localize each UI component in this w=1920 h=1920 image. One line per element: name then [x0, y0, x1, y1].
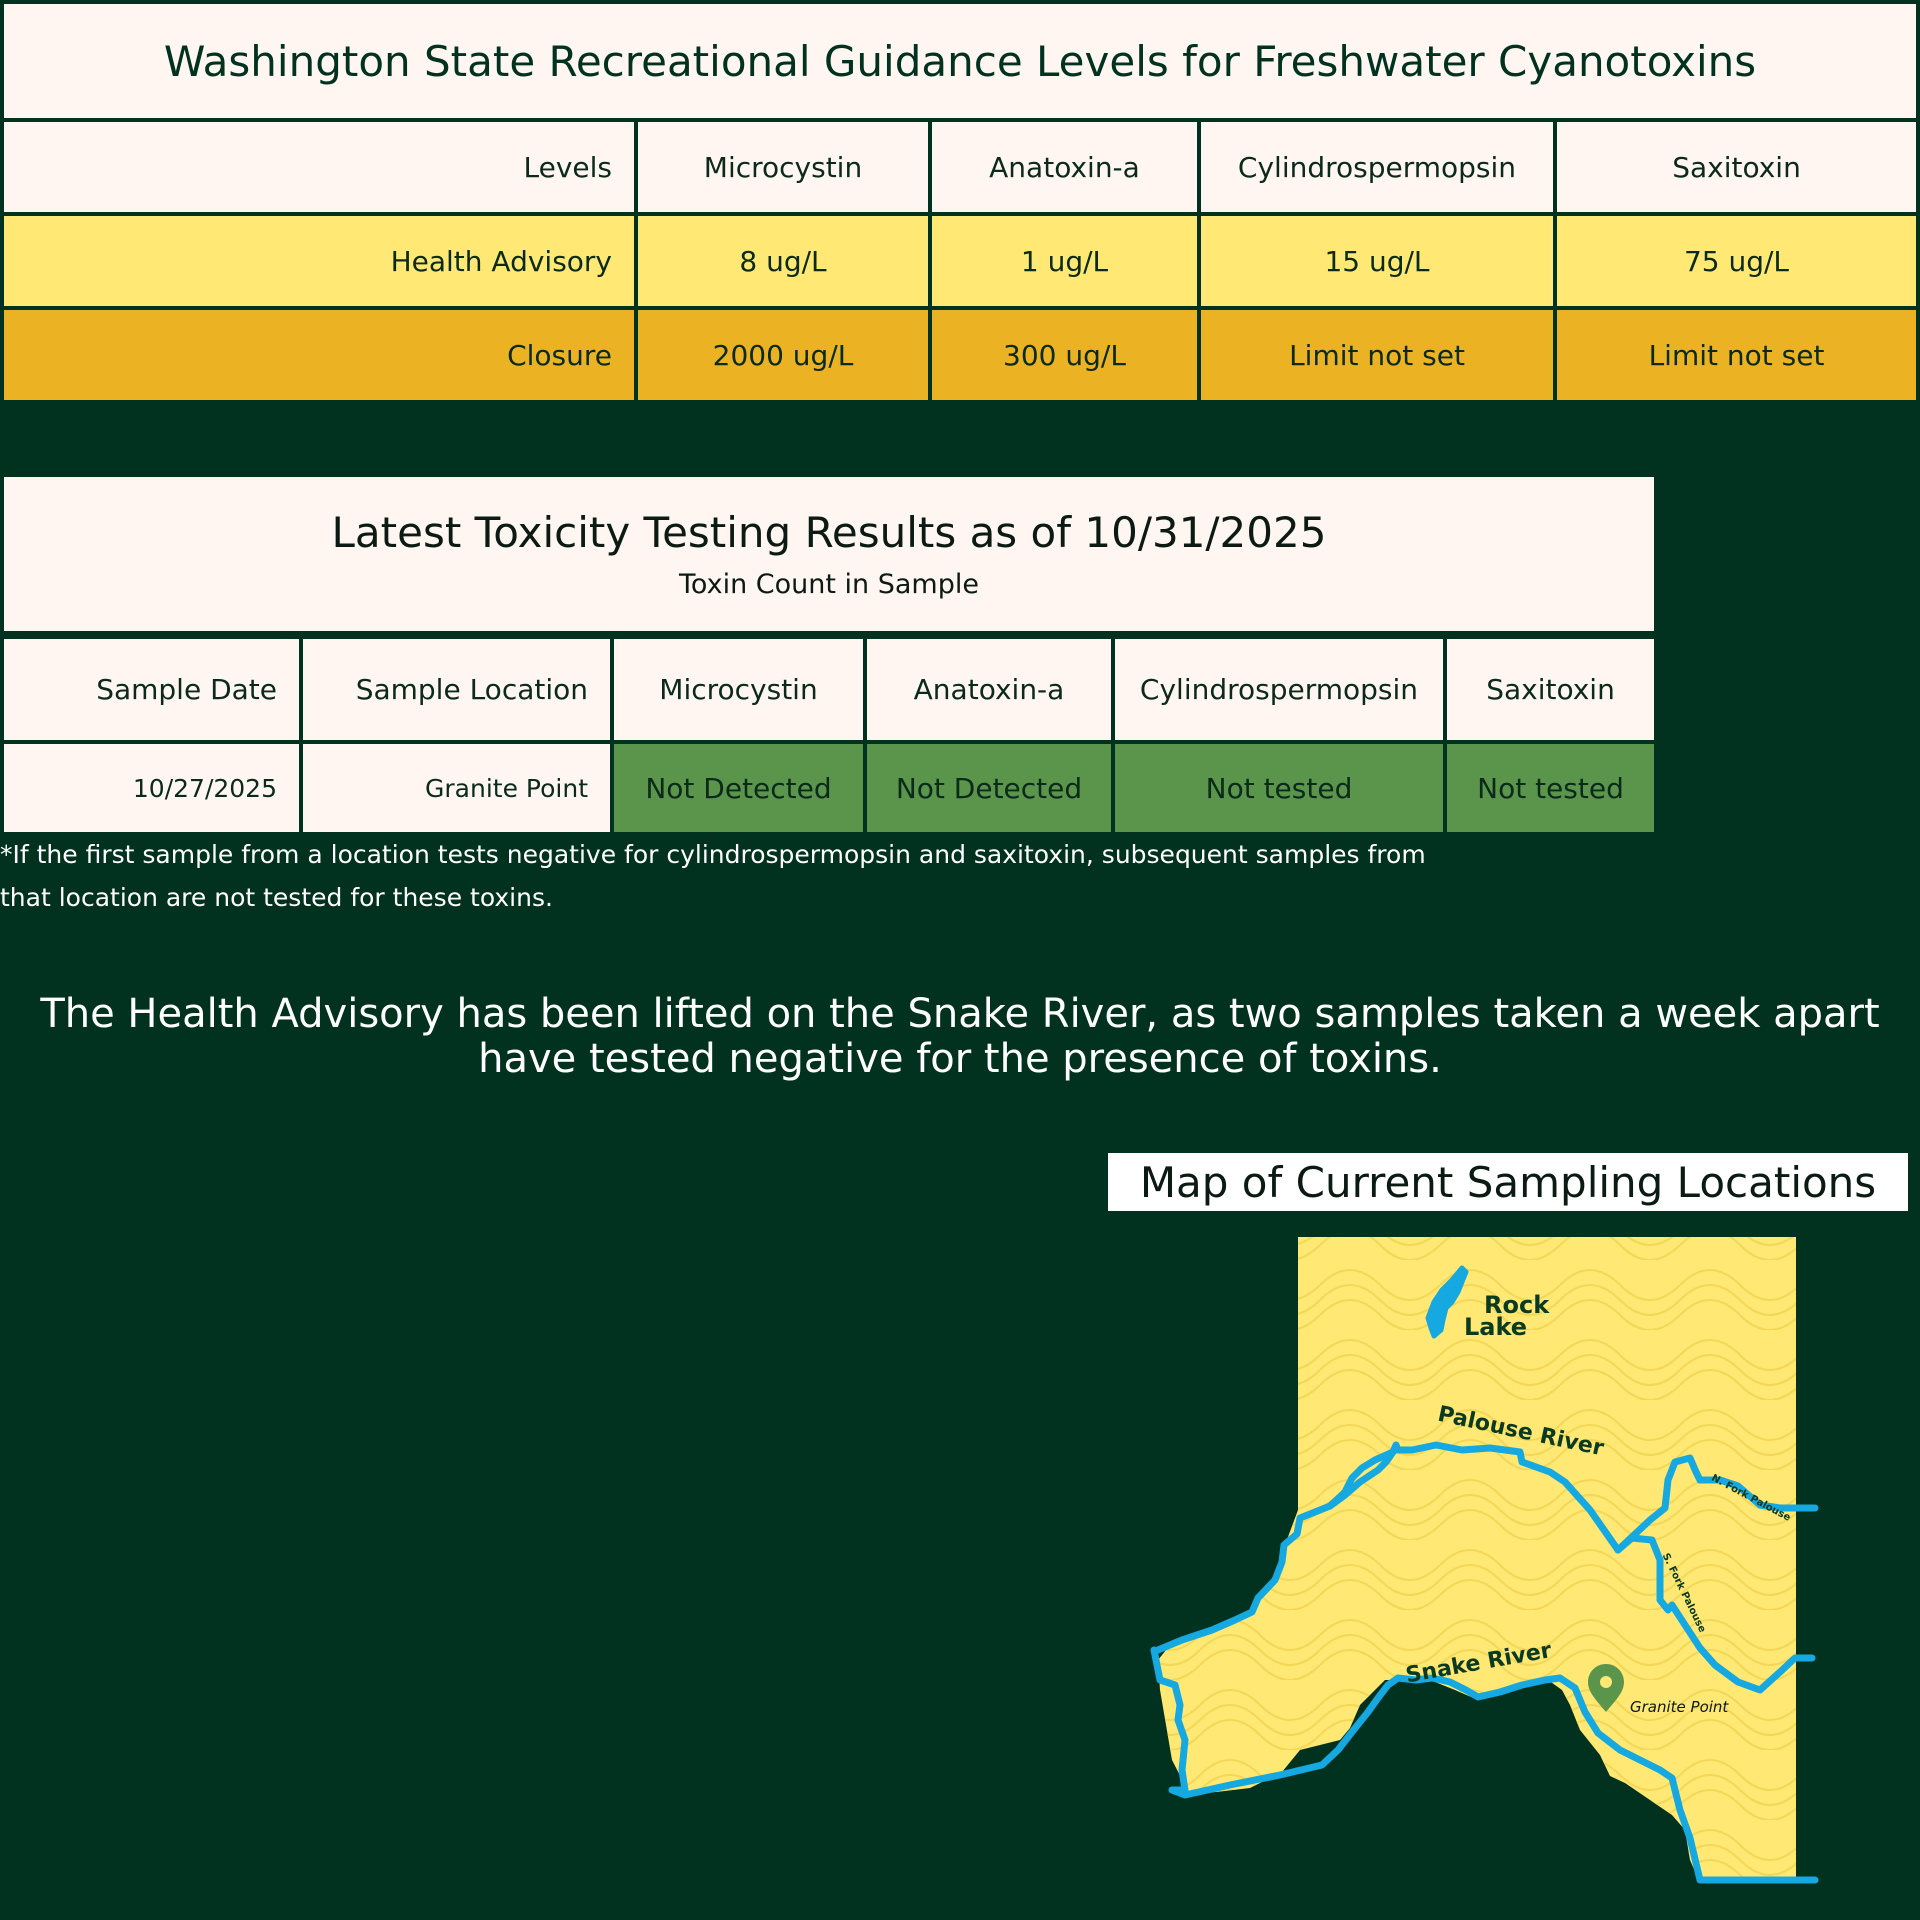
palouse-river-label: Palouse River: [1435, 1401, 1606, 1462]
results-header-location: Sample Location: [303, 639, 610, 740]
guidance-row-closure-anatoxin: 300 ug/L: [932, 310, 1197, 400]
guidance-row-closure-cylindrospermopsin: Limit not set: [1201, 310, 1553, 400]
guidance-row-advisory-cylindrospermopsin: 15 ug/L: [1201, 216, 1553, 306]
guidance-title: Washington State Recreational Guidance Levels for Freshwater Cyanotoxins: [4, 4, 1916, 118]
results-row-saxitoxin: Not tested: [1447, 744, 1654, 832]
guidance-row-advisory-anatoxin: 1 ug/L: [932, 216, 1197, 306]
granite-point-label: Granite Point: [1630, 1698, 1729, 1716]
results-header-cylindrospermopsin: Cylindrospermopsin: [1115, 639, 1443, 740]
guidance-header-cylindrospermopsin: Cylindrospermopsin: [1201, 122, 1553, 212]
results-row-cylindrospermopsin: Not tested: [1115, 744, 1443, 832]
advisory-line-2: have tested negative for the presence of toxins.: [478, 1036, 1442, 1082]
results-header-saxitoxin: Saxitoxin: [1447, 639, 1654, 740]
footnote-line-1: *If the first sample from a location tests negative for cylindrospermopsin and saxitoxin, subsequent samples from: [0, 840, 1426, 869]
s-fork-label: S. Fork Palouse: [1659, 1551, 1708, 1635]
guidance-header-levels: Levels: [4, 122, 634, 212]
results-row-microcystin: Not Detected: [614, 744, 863, 832]
results-row-location: Granite Point: [303, 744, 610, 832]
guidance-row-closure-microcystin: 2000 ug/L: [638, 310, 928, 400]
results-row-anatoxin: Not Detected: [867, 744, 1111, 832]
guidance-row-advisory-level: Health Advisory: [4, 216, 634, 306]
guidance-header-microcystin: Microcystin: [638, 122, 928, 212]
results-header-microcystin: Microcystin: [614, 639, 863, 740]
guidance-header-saxitoxin: Saxitoxin: [1557, 122, 1916, 212]
results-row-date: 10/27/2025: [4, 744, 299, 832]
results-subtitle: Toxin Count in Sample: [679, 569, 979, 600]
footnote-line-2: that location are not tested for these toxins.: [0, 883, 553, 912]
guidance-row-advisory-saxitoxin: 75 ug/L: [1557, 216, 1916, 306]
rock-lake-label-1: Rock: [1484, 1291, 1550, 1319]
results-title: Latest Toxicity Testing Results as of 10/31/2025: [331, 508, 1327, 557]
guidance-row-advisory-microcystin: 8 ug/L: [638, 216, 928, 306]
rock-lake-label-2: Lake: [1464, 1313, 1528, 1341]
guidance-row-closure-level: Closure: [4, 310, 634, 400]
guidance-row-closure-saxitoxin: Limit not set: [1557, 310, 1916, 400]
advisory-line-1: The Health Advisory has been lifted on the Snake River, as two samples taken a week apart: [40, 991, 1880, 1037]
map-title: Map of Current Sampling Locations: [1108, 1153, 1908, 1211]
results-header-date: Sample Date: [4, 639, 299, 740]
results-header-anatoxin: Anatoxin-a: [867, 639, 1111, 740]
n-fork-label: N. Fork Palouse: [1709, 1472, 1793, 1524]
snake-river-label: Snake River: [1403, 1638, 1554, 1689]
guidance-header-anatoxin: Anatoxin-a: [932, 122, 1197, 212]
